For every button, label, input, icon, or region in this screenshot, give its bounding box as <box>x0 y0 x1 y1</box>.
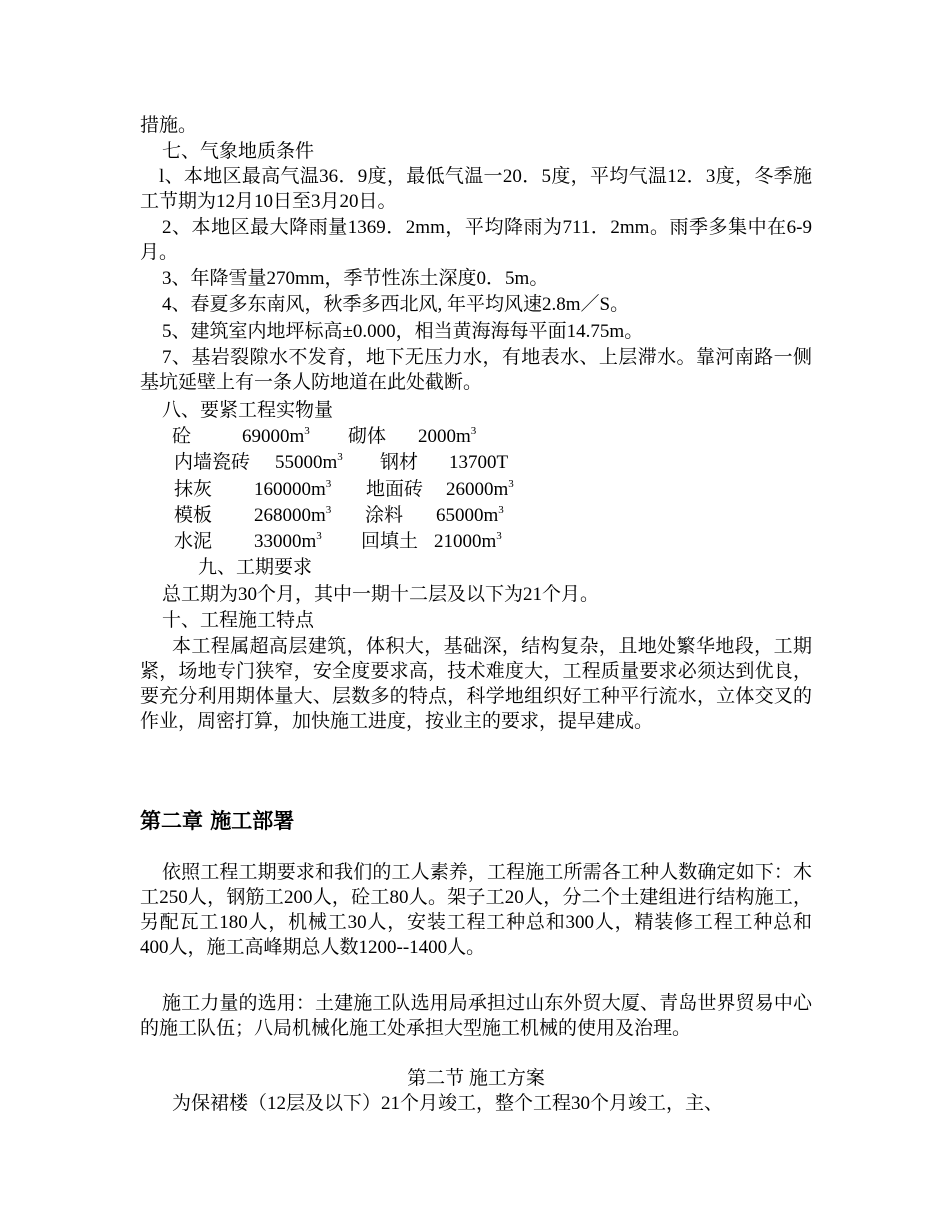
quantity-name: 内墙瓷砖 <box>174 452 251 473</box>
quantity-name: 水泥 <box>174 531 213 552</box>
quantity-value: $160000m^3$ <box>254 477 332 500</box>
climate-item-4: 4、春夏多东南风，秋季多西北风, 年平均风速2.8m／S。 <box>162 294 630 315</box>
quantity-name: 地面砖 <box>366 479 424 500</box>
quantity-name: 钢材 <box>380 452 419 473</box>
section-heading-schedule: 九、工期要求 <box>198 557 313 578</box>
quantity-row <box>0 424 950 449</box>
climate-item-1: l、本地区最高气温36．9度，最低气温一20．5度，平均气温12．3度，冬季施工节期为12月10日至3月20日。 <box>140 166 812 212</box>
quantity-name: 回填土 <box>361 531 419 552</box>
quantity-value: $33000m^3$ <box>254 529 322 552</box>
quantity-value: $2000m^3$ <box>418 424 477 447</box>
section-title: 第二节 施工方案 <box>407 1068 545 1089</box>
quantity-value: 13700T <box>449 452 509 473</box>
quantity-name: 涂料 <box>365 505 404 526</box>
quantity-row <box>0 450 950 475</box>
quantity-row <box>0 503 950 528</box>
quantity-value: $21000m^3$ <box>434 529 502 552</box>
section-heading-climate: 七、气象地质条件 <box>162 141 315 162</box>
quantity-value: $268000m^3$ <box>254 503 332 526</box>
chapter-title: 第二章 施工部署 <box>140 809 295 833</box>
features-text: 本工程属超高层建筑，体积大，基础深，结构复杂，且地处繁华地段，工期紧，场地专门狭窄，安全度要求高，技术难度大，工程质量要求必须达到优良，要充分利用期体量大、层数多的特点，科学地组织好工种平行流水，立体交叉的作业，周密打算，加快施工进度，按业主的要求，提早建成。 <box>140 636 812 732</box>
climate-item-5: 5、建筑室内地坪标高±0.000，相当黄海海每平面14.75m。 <box>162 321 644 342</box>
quantity-value: $55000m^3$ <box>275 450 343 473</box>
section-heading-quantities: 八、要紧工程实物量 <box>162 400 334 421</box>
climate-item-3: 3、年降雪量270mm，季节性冻土深度0．5m。 <box>162 268 549 289</box>
schedule-text: 总工期为30个月，其中一期十二层及以下为21个月。 <box>162 584 600 605</box>
construction-plan-paragraph: 为保裙楼（12层及以下）21个月竣工，整个工程30个月竣工，主、 <box>172 1093 724 1114</box>
workforce-paragraph: 施工力量的选用：土建施工队选用局承担过山东外贸大厦、青岛世界贸易中心的施工队伍；八局机械化施工处承担大型施工机械的使用及治理。 <box>140 993 812 1039</box>
paragraph-continuation: 措施。 <box>140 115 198 136</box>
climate-item-7: 7、基岩裂隙水不发育，地下无压力水，有地表水、上层滞水。靠河南路一侧基坑延壁上有一条人防地道在此处截断。 <box>140 347 812 393</box>
quantity-row <box>0 477 950 502</box>
quantity-row <box>0 529 950 554</box>
quantity-value: $26000m^3$ <box>446 477 514 500</box>
quantity-name: 抹灰 <box>174 479 213 500</box>
quantity-value: $69000m^3$ <box>242 424 310 447</box>
quantity-value: $65000m^3$ <box>436 503 504 526</box>
quantity-name: 模板 <box>174 505 213 526</box>
quantity-name: 砌体 <box>348 426 387 447</box>
quantity-name: 砼 <box>172 426 192 447</box>
staffing-paragraph: 依照工程工期要求和我们的工人素养，工程施工所需各工种人数确定如下：木工250人，钢筋工200人，砼工80人。架子工20人，分二个土建组进行结构施工，另配瓦工180人，机械工30人，安装工程工种总和300人，精装修工程工种总和400人，施工高峰期总人数1200--1400人。 <box>140 862 812 958</box>
section-heading-features: 十、工程施工特点 <box>162 610 315 631</box>
climate-item-2: 2、本地区最大降雨量1369．2mm，平均降雨为711．2mm。雨季多集中在6-9月。 <box>140 217 812 263</box>
